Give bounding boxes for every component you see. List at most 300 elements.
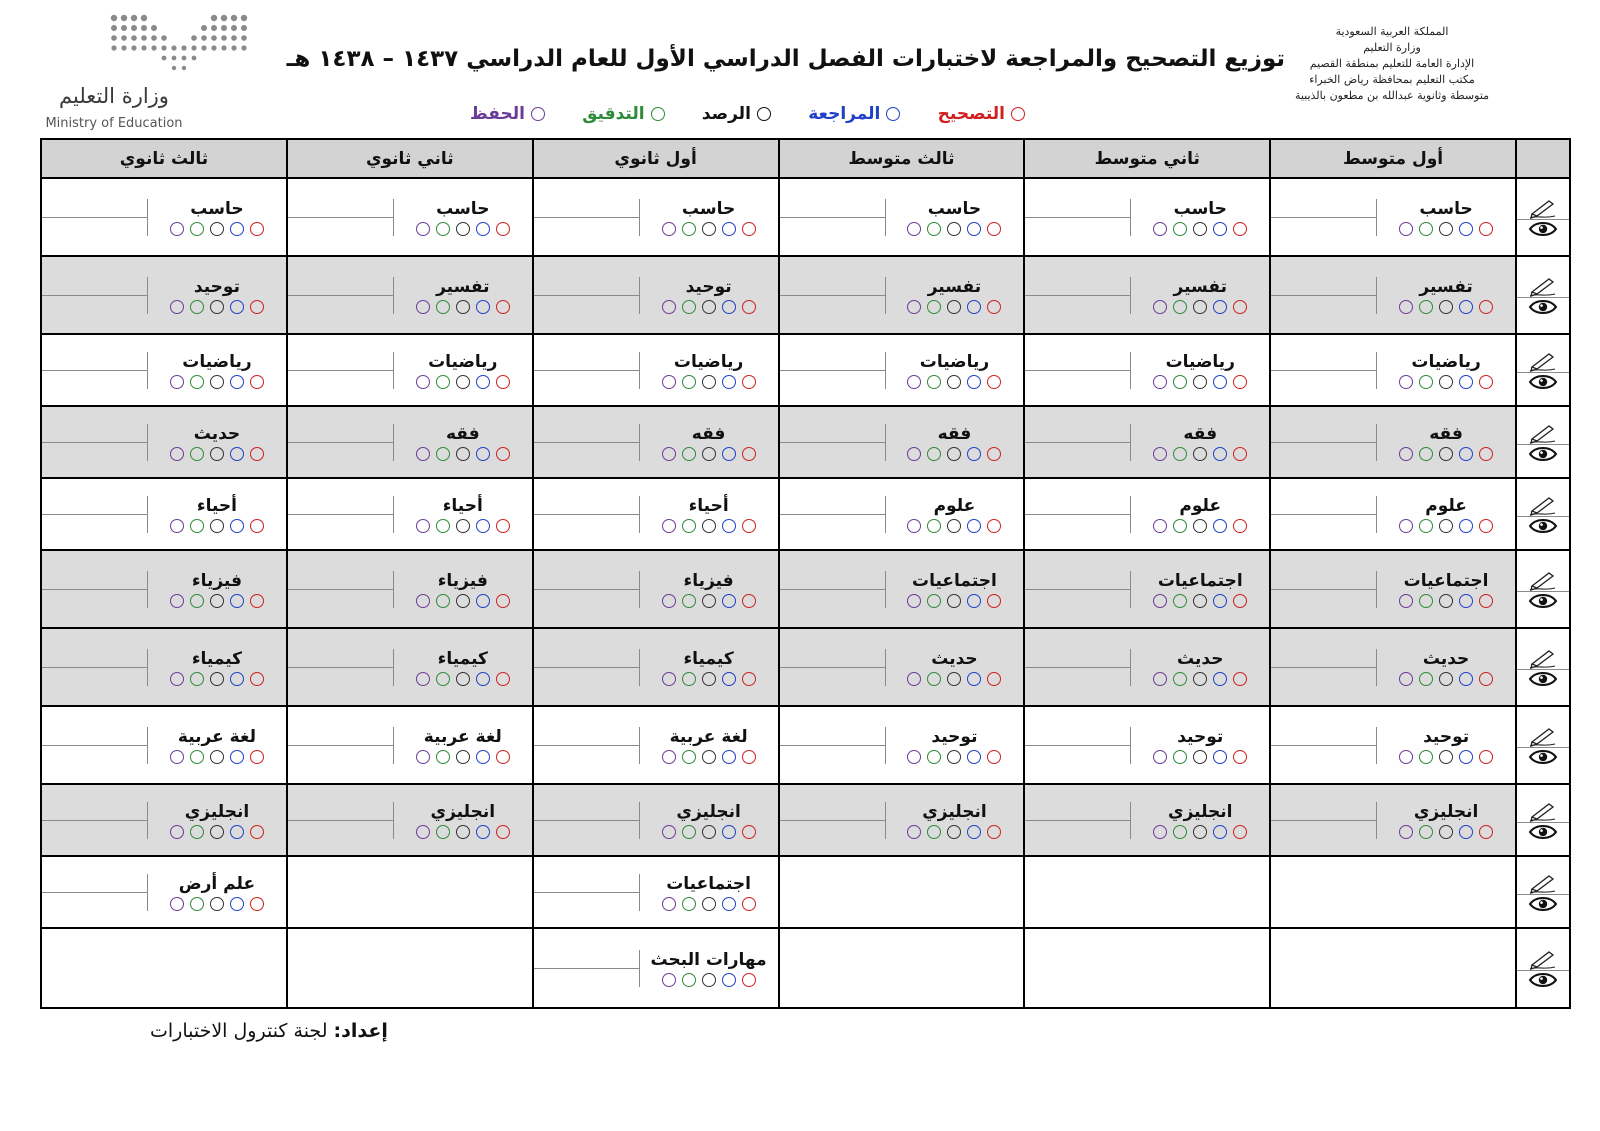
corrector-line[interactable]: [534, 649, 639, 668]
review-circle[interactable]: [230, 375, 244, 389]
recording-circle[interactable]: [210, 750, 224, 764]
audit-circle[interactable]: [927, 300, 941, 314]
recording-circle[interactable]: [1439, 519, 1453, 533]
recording-circle[interactable]: [1193, 300, 1207, 314]
audit-circle[interactable]: [436, 519, 450, 533]
review-circle[interactable]: [230, 594, 244, 608]
audit-circle[interactable]: [190, 750, 204, 764]
archive-circle[interactable]: [170, 672, 184, 686]
recording-circle[interactable]: [702, 750, 716, 764]
corrector-line[interactable]: [534, 802, 639, 821]
corrector-line[interactable]: [780, 496, 885, 515]
corrector-line[interactable]: [42, 802, 147, 821]
audit-circle[interactable]: [927, 750, 941, 764]
reviewer-line[interactable]: [534, 296, 639, 314]
review-circle[interactable]: [1213, 519, 1227, 533]
reviewer-line[interactable]: [42, 893, 147, 911]
reviewer-line[interactable]: [1271, 371, 1376, 389]
reviewer-line[interactable]: [780, 590, 885, 608]
corrector-line[interactable]: [42, 874, 147, 893]
correction-circle[interactable]: [742, 375, 756, 389]
reviewer-line[interactable]: [288, 590, 393, 608]
correction-circle[interactable]: [987, 375, 1001, 389]
review-circle[interactable]: [722, 594, 736, 608]
archive-circle[interactable]: [170, 750, 184, 764]
correction-circle[interactable]: [250, 594, 264, 608]
archive-circle[interactable]: [1153, 825, 1167, 839]
recording-circle[interactable]: [702, 519, 716, 533]
recording-circle[interactable]: [210, 375, 224, 389]
recording-circle[interactable]: [702, 222, 716, 236]
reviewer-line[interactable]: [780, 821, 885, 839]
archive-circle[interactable]: [662, 750, 676, 764]
review-circle[interactable]: [1459, 594, 1473, 608]
archive-circle[interactable]: [1399, 300, 1413, 314]
correction-circle[interactable]: [987, 519, 1001, 533]
review-circle[interactable]: [476, 672, 490, 686]
recording-circle[interactable]: [456, 222, 470, 236]
correction-circle[interactable]: [742, 447, 756, 461]
corrector-line[interactable]: [780, 649, 885, 668]
audit-circle[interactable]: [1419, 750, 1433, 764]
review-circle[interactable]: [230, 222, 244, 236]
correction-circle[interactable]: [250, 750, 264, 764]
correction-circle[interactable]: [1233, 594, 1247, 608]
recording-circle[interactable]: [702, 825, 716, 839]
archive-circle[interactable]: [662, 375, 676, 389]
corrector-line[interactable]: [42, 277, 147, 296]
audit-circle[interactable]: [190, 897, 204, 911]
correction-circle[interactable]: [496, 594, 510, 608]
archive-circle[interactable]: [416, 222, 430, 236]
corrector-line[interactable]: [288, 571, 393, 590]
review-circle[interactable]: [476, 594, 490, 608]
correction-circle[interactable]: [1479, 447, 1493, 461]
correction-circle[interactable]: [742, 897, 756, 911]
recording-circle[interactable]: [456, 825, 470, 839]
corrector-line[interactable]: [1271, 802, 1376, 821]
audit-circle[interactable]: [436, 375, 450, 389]
reviewer-line[interactable]: [1271, 746, 1376, 764]
correction-circle[interactable]: [496, 447, 510, 461]
reviewer-line[interactable]: [1025, 443, 1130, 461]
audit-circle[interactable]: [682, 300, 696, 314]
recording-circle[interactable]: [456, 750, 470, 764]
archive-circle[interactable]: [416, 519, 430, 533]
recording-circle[interactable]: [1193, 222, 1207, 236]
reviewer-line[interactable]: [780, 746, 885, 764]
archive-circle[interactable]: [1153, 750, 1167, 764]
audit-circle[interactable]: [682, 825, 696, 839]
recording-circle[interactable]: [702, 594, 716, 608]
corrector-line[interactable]: [1271, 649, 1376, 668]
corrector-line[interactable]: [534, 277, 639, 296]
review-circle[interactable]: [230, 897, 244, 911]
recording-circle[interactable]: [456, 300, 470, 314]
reviewer-line[interactable]: [534, 821, 639, 839]
correction-circle[interactable]: [496, 750, 510, 764]
archive-circle[interactable]: [907, 222, 921, 236]
corrector-line[interactable]: [288, 424, 393, 443]
archive-circle[interactable]: [170, 300, 184, 314]
archive-circle[interactable]: [907, 519, 921, 533]
corrector-line[interactable]: [288, 649, 393, 668]
recording-circle[interactable]: [210, 897, 224, 911]
correction-circle[interactable]: [1479, 519, 1493, 533]
corrector-line[interactable]: [1025, 424, 1130, 443]
review-circle[interactable]: [1213, 825, 1227, 839]
review-circle[interactable]: [1213, 222, 1227, 236]
audit-circle[interactable]: [1419, 300, 1433, 314]
correction-circle[interactable]: [987, 672, 1001, 686]
review-circle[interactable]: [1459, 750, 1473, 764]
archive-circle[interactable]: [1399, 750, 1413, 764]
archive-circle[interactable]: [907, 375, 921, 389]
review-circle[interactable]: [722, 519, 736, 533]
review-circle[interactable]: [230, 300, 244, 314]
archive-circle[interactable]: [1153, 519, 1167, 533]
corrector-line[interactable]: [534, 571, 639, 590]
corrector-line[interactable]: [42, 649, 147, 668]
recording-circle[interactable]: [210, 594, 224, 608]
recording-circle[interactable]: [1439, 750, 1453, 764]
archive-circle[interactable]: [662, 973, 676, 987]
reviewer-line[interactable]: [1025, 515, 1130, 533]
reviewer-line[interactable]: [780, 218, 885, 236]
reviewer-line[interactable]: [288, 371, 393, 389]
audit-circle[interactable]: [1419, 375, 1433, 389]
review-circle[interactable]: [967, 300, 981, 314]
recording-circle[interactable]: [1193, 375, 1207, 389]
review-circle[interactable]: [722, 300, 736, 314]
recording-circle[interactable]: [1439, 375, 1453, 389]
audit-circle[interactable]: [682, 897, 696, 911]
reviewer-line[interactable]: [288, 296, 393, 314]
audit-circle[interactable]: [1173, 519, 1187, 533]
correction-circle[interactable]: [250, 300, 264, 314]
corrector-line[interactable]: [42, 727, 147, 746]
archive-circle[interactable]: [416, 825, 430, 839]
audit-circle[interactable]: [1173, 672, 1187, 686]
correction-circle[interactable]: [496, 222, 510, 236]
reviewer-line[interactable]: [288, 443, 393, 461]
reviewer-line[interactable]: [1271, 296, 1376, 314]
correction-circle[interactable]: [742, 973, 756, 987]
recording-circle[interactable]: [947, 375, 961, 389]
reviewer-line[interactable]: [780, 371, 885, 389]
corrector-line[interactable]: [1271, 277, 1376, 296]
recording-circle[interactable]: [947, 222, 961, 236]
recording-circle[interactable]: [702, 672, 716, 686]
recording-circle[interactable]: [456, 375, 470, 389]
review-circle[interactable]: [230, 750, 244, 764]
audit-circle[interactable]: [1173, 594, 1187, 608]
archive-circle[interactable]: [1399, 519, 1413, 533]
recording-circle[interactable]: [702, 375, 716, 389]
correction-circle[interactable]: [496, 825, 510, 839]
corrector-line[interactable]: [780, 199, 885, 218]
review-circle[interactable]: [230, 519, 244, 533]
review-circle[interactable]: [476, 300, 490, 314]
archive-circle[interactable]: [1153, 300, 1167, 314]
corrector-line[interactable]: [42, 199, 147, 218]
reviewer-line[interactable]: [288, 218, 393, 236]
reviewer-line[interactable]: [534, 515, 639, 533]
correction-circle[interactable]: [1479, 594, 1493, 608]
reviewer-line[interactable]: [1271, 515, 1376, 533]
correction-circle[interactable]: [1233, 375, 1247, 389]
review-circle[interactable]: [967, 375, 981, 389]
audit-circle[interactable]: [682, 672, 696, 686]
reviewer-line[interactable]: [42, 218, 147, 236]
reviewer-line[interactable]: [534, 893, 639, 911]
review-circle[interactable]: [967, 825, 981, 839]
correction-circle[interactable]: [1479, 672, 1493, 686]
audit-circle[interactable]: [927, 447, 941, 461]
audit-circle[interactable]: [682, 519, 696, 533]
archive-circle[interactable]: [662, 825, 676, 839]
correction-circle[interactable]: [250, 447, 264, 461]
archive-circle[interactable]: [662, 222, 676, 236]
archive-circle[interactable]: [1153, 447, 1167, 461]
reviewer-line[interactable]: [42, 590, 147, 608]
archive-circle[interactable]: [170, 897, 184, 911]
review-circle[interactable]: [1459, 222, 1473, 236]
recording-circle[interactable]: [1193, 519, 1207, 533]
reviewer-line[interactable]: [42, 371, 147, 389]
audit-circle[interactable]: [682, 973, 696, 987]
archive-circle[interactable]: [416, 375, 430, 389]
recording-circle[interactable]: [456, 672, 470, 686]
review-circle[interactable]: [230, 825, 244, 839]
recording-circle[interactable]: [456, 594, 470, 608]
archive-circle[interactable]: [662, 897, 676, 911]
archive-circle[interactable]: [1399, 375, 1413, 389]
archive-circle[interactable]: [416, 447, 430, 461]
correction-circle[interactable]: [250, 825, 264, 839]
audit-circle[interactable]: [190, 594, 204, 608]
review-circle[interactable]: [722, 672, 736, 686]
archive-circle[interactable]: [1399, 594, 1413, 608]
audit-circle[interactable]: [190, 825, 204, 839]
recording-circle[interactable]: [210, 519, 224, 533]
correction-circle[interactable]: [250, 375, 264, 389]
recording-circle[interactable]: [947, 672, 961, 686]
review-circle[interactable]: [967, 594, 981, 608]
corrector-line[interactable]: [42, 496, 147, 515]
recording-circle[interactable]: [1193, 672, 1207, 686]
reviewer-line[interactable]: [288, 821, 393, 839]
audit-circle[interactable]: [190, 300, 204, 314]
correction-circle[interactable]: [1233, 222, 1247, 236]
corrector-line[interactable]: [288, 277, 393, 296]
correction-circle[interactable]: [1479, 825, 1493, 839]
recording-circle[interactable]: [1439, 222, 1453, 236]
correction-circle[interactable]: [1479, 222, 1493, 236]
reviewer-line[interactable]: [534, 590, 639, 608]
review-circle[interactable]: [1213, 594, 1227, 608]
corrector-line[interactable]: [534, 727, 639, 746]
correction-circle[interactable]: [742, 825, 756, 839]
archive-circle[interactable]: [416, 750, 430, 764]
correction-circle[interactable]: [250, 897, 264, 911]
corrector-line[interactable]: [1025, 496, 1130, 515]
correction-circle[interactable]: [1233, 447, 1247, 461]
reviewer-line[interactable]: [534, 969, 639, 987]
recording-circle[interactable]: [947, 594, 961, 608]
recording-circle[interactable]: [210, 300, 224, 314]
corrector-line[interactable]: [1025, 277, 1130, 296]
recording-circle[interactable]: [456, 519, 470, 533]
review-circle[interactable]: [722, 222, 736, 236]
correction-circle[interactable]: [1233, 672, 1247, 686]
audit-circle[interactable]: [682, 222, 696, 236]
audit-circle[interactable]: [1173, 750, 1187, 764]
corrector-line[interactable]: [534, 950, 639, 969]
reviewer-line[interactable]: [1271, 443, 1376, 461]
corrector-line[interactable]: [1025, 727, 1130, 746]
reviewer-line[interactable]: [1271, 821, 1376, 839]
corrector-line[interactable]: [1271, 571, 1376, 590]
review-circle[interactable]: [1459, 375, 1473, 389]
reviewer-line[interactable]: [1271, 668, 1376, 686]
audit-circle[interactable]: [682, 375, 696, 389]
correction-circle[interactable]: [987, 594, 1001, 608]
correction-circle[interactable]: [1233, 300, 1247, 314]
review-circle[interactable]: [476, 825, 490, 839]
review-circle[interactable]: [1213, 375, 1227, 389]
reviewer-line[interactable]: [534, 668, 639, 686]
corrector-line[interactable]: [1025, 199, 1130, 218]
correction-circle[interactable]: [496, 375, 510, 389]
corrector-line[interactable]: [288, 727, 393, 746]
reviewer-line[interactable]: [42, 668, 147, 686]
correction-circle[interactable]: [1233, 750, 1247, 764]
recording-circle[interactable]: [1439, 825, 1453, 839]
archive-circle[interactable]: [1399, 672, 1413, 686]
review-circle[interactable]: [476, 447, 490, 461]
reviewer-line[interactable]: [780, 443, 885, 461]
reviewer-line[interactable]: [534, 371, 639, 389]
review-circle[interactable]: [1459, 447, 1473, 461]
audit-circle[interactable]: [682, 447, 696, 461]
reviewer-line[interactable]: [42, 443, 147, 461]
reviewer-line[interactable]: [42, 746, 147, 764]
archive-circle[interactable]: [416, 594, 430, 608]
corrector-line[interactable]: [42, 424, 147, 443]
archive-circle[interactable]: [907, 447, 921, 461]
reviewer-line[interactable]: [288, 515, 393, 533]
corrector-line[interactable]: [1025, 649, 1130, 668]
recording-circle[interactable]: [1193, 825, 1207, 839]
review-circle[interactable]: [476, 375, 490, 389]
reviewer-line[interactable]: [42, 296, 147, 314]
reviewer-line[interactable]: [1025, 371, 1130, 389]
audit-circle[interactable]: [190, 519, 204, 533]
archive-circle[interactable]: [1399, 447, 1413, 461]
archive-circle[interactable]: [662, 300, 676, 314]
audit-circle[interactable]: [436, 672, 450, 686]
corrector-line[interactable]: [288, 802, 393, 821]
reviewer-line[interactable]: [1025, 218, 1130, 236]
corrector-line[interactable]: [1271, 424, 1376, 443]
audit-circle[interactable]: [927, 672, 941, 686]
correction-circle[interactable]: [987, 825, 1001, 839]
archive-circle[interactable]: [662, 447, 676, 461]
corrector-line[interactable]: [780, 727, 885, 746]
archive-circle[interactable]: [1153, 222, 1167, 236]
correction-circle[interactable]: [496, 519, 510, 533]
review-circle[interactable]: [722, 897, 736, 911]
review-circle[interactable]: [230, 447, 244, 461]
review-circle[interactable]: [1459, 672, 1473, 686]
recording-circle[interactable]: [702, 973, 716, 987]
review-circle[interactable]: [967, 519, 981, 533]
recording-circle[interactable]: [210, 825, 224, 839]
reviewer-line[interactable]: [42, 821, 147, 839]
review-circle[interactable]: [722, 825, 736, 839]
audit-circle[interactable]: [927, 825, 941, 839]
archive-circle[interactable]: [1153, 672, 1167, 686]
correction-circle[interactable]: [1233, 825, 1247, 839]
reviewer-line[interactable]: [1271, 218, 1376, 236]
archive-circle[interactable]: [1399, 825, 1413, 839]
recording-circle[interactable]: [1439, 300, 1453, 314]
audit-circle[interactable]: [436, 300, 450, 314]
recording-circle[interactable]: [947, 300, 961, 314]
correction-circle[interactable]: [742, 519, 756, 533]
archive-circle[interactable]: [1153, 375, 1167, 389]
corrector-line[interactable]: [1271, 352, 1376, 371]
corrector-line[interactable]: [780, 352, 885, 371]
archive-circle[interactable]: [662, 672, 676, 686]
audit-circle[interactable]: [927, 519, 941, 533]
archive-circle[interactable]: [662, 519, 676, 533]
correction-circle[interactable]: [742, 750, 756, 764]
correction-circle[interactable]: [496, 300, 510, 314]
correction-circle[interactable]: [742, 222, 756, 236]
recording-circle[interactable]: [210, 447, 224, 461]
corrector-line[interactable]: [534, 424, 639, 443]
reviewer-line[interactable]: [534, 443, 639, 461]
review-circle[interactable]: [967, 672, 981, 686]
review-circle[interactable]: [476, 750, 490, 764]
audit-circle[interactable]: [927, 375, 941, 389]
correction-circle[interactable]: [987, 300, 1001, 314]
correction-circle[interactable]: [987, 222, 1001, 236]
audit-circle[interactable]: [436, 825, 450, 839]
archive-circle[interactable]: [170, 447, 184, 461]
review-circle[interactable]: [722, 375, 736, 389]
reviewer-line[interactable]: [780, 296, 885, 314]
audit-circle[interactable]: [1419, 594, 1433, 608]
review-circle[interactable]: [722, 973, 736, 987]
corrector-line[interactable]: [1271, 199, 1376, 218]
audit-circle[interactable]: [190, 375, 204, 389]
archive-circle[interactable]: [170, 825, 184, 839]
archive-circle[interactable]: [416, 300, 430, 314]
audit-circle[interactable]: [190, 672, 204, 686]
review-circle[interactable]: [1213, 447, 1227, 461]
archive-circle[interactable]: [907, 672, 921, 686]
correction-circle[interactable]: [496, 672, 510, 686]
corrector-line[interactable]: [780, 802, 885, 821]
corrector-line[interactable]: [288, 199, 393, 218]
correction-circle[interactable]: [250, 672, 264, 686]
recording-circle[interactable]: [1193, 750, 1207, 764]
correction-circle[interactable]: [250, 519, 264, 533]
correction-circle[interactable]: [742, 672, 756, 686]
